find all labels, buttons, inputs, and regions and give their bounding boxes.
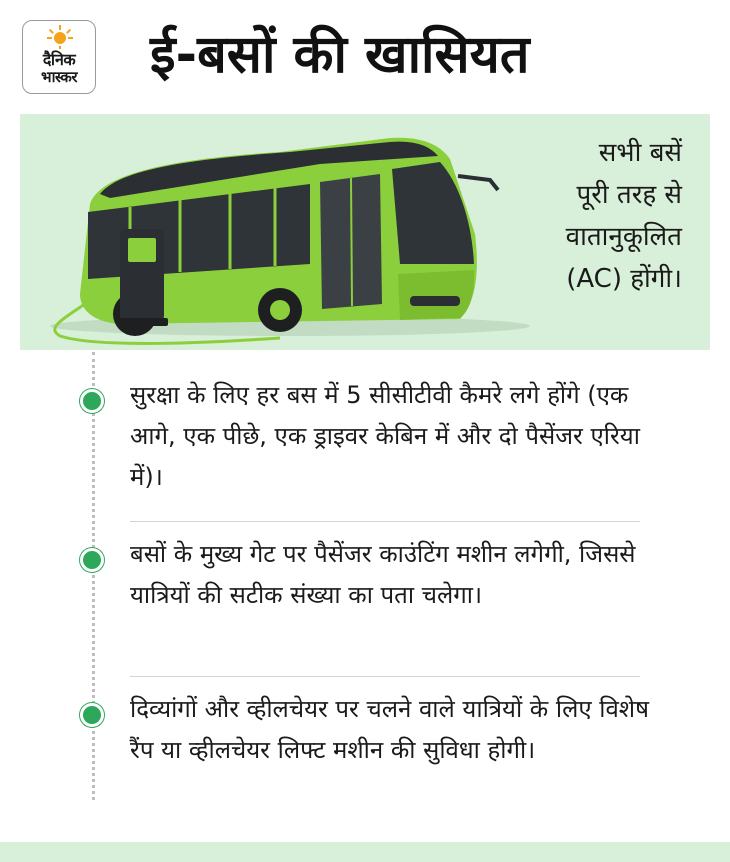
ac-note [472, 132, 682, 300]
ac-note-line: सभी बसें [598, 138, 682, 168]
divider [130, 521, 640, 522]
bullet-dot-icon [80, 389, 104, 413]
logo-line-1: दैनिक [42, 50, 76, 69]
ac-note-line: (AC) होंगी। [566, 264, 682, 294]
brand-logo [22, 20, 96, 94]
bullet-dot-icon [80, 703, 104, 727]
feature-point-text: दिव्यांगों और व्हीलचेयर पर चलने वाले यात्रियों के लिए विशेष रैंप या व्हीलचेयर लिफ्ट मशीन की सुविधा होगी। [130, 695, 649, 764]
logo-line-2: भास्कर [41, 68, 77, 86]
page-title: ई-बसों की खासियत [150, 25, 530, 85]
feature-point-text: सुरक्षा के लिए हर बस में 5 सीसीटीवी कैमरे लगे होंगे (एक आगे, एक पीछे, एक ड्राइवर केबिन में और दो पैसेंजर एरिया में)। [130, 381, 640, 491]
charging-station [116, 229, 168, 326]
ac-note-line: वातानुकूलित [565, 222, 682, 252]
feature-point-text: बसों के मुख्य गेट पर पैसेंजर काउंटिंग मशीन लगेगी, जिससे यात्रियों की सटीक संख्या का पता चलेगा। [130, 540, 636, 609]
footer-band [0, 842, 730, 862]
ac-note-line: पूरी तरह से [576, 180, 682, 210]
bullet-dot-icon [80, 548, 104, 572]
dotted-timeline-rail [92, 352, 95, 800]
hero-panel [20, 114, 710, 350]
divider [130, 676, 640, 677]
